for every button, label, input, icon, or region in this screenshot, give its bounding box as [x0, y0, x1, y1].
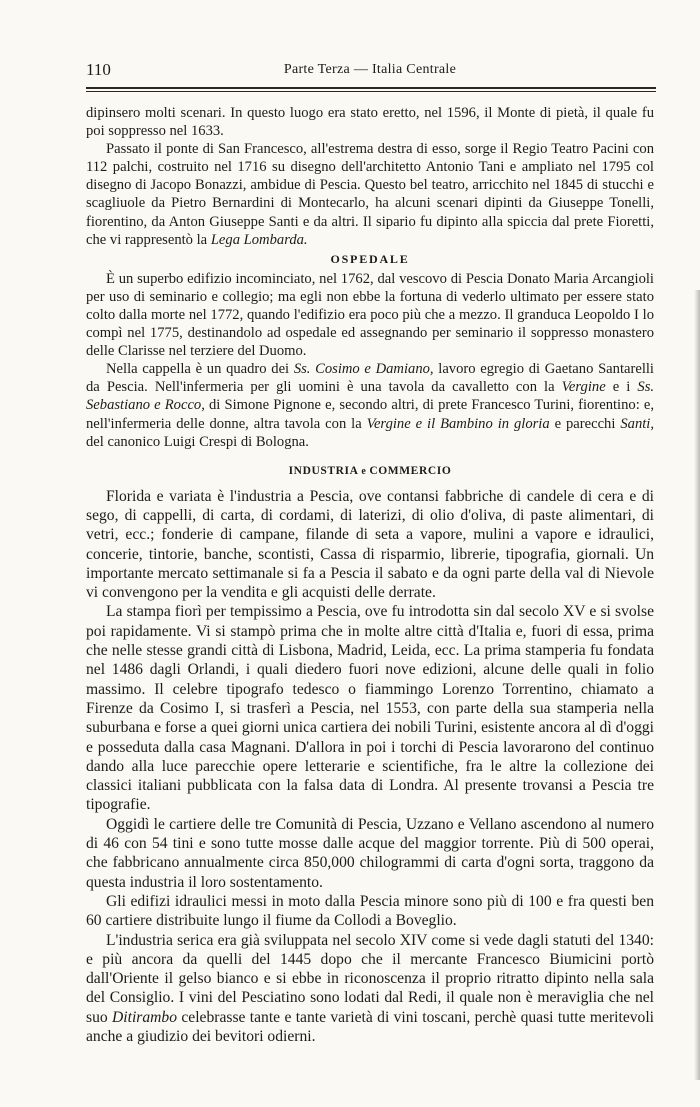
paragraph: [86, 140, 654, 249]
header-rule: [86, 87, 656, 89]
paragraph-text: Oggidì le cartiere delle tre Comunità di Pescia, Uzzano e Vellano ascendono al numero di 46 con 54 tini e sono tutte mosse dalle acque del maggior torrente. Più di 500 operai, che fabbricano annualmente circa 850,000 chilogrammi di carta d'ogni sorta, traggono da questa industria il loro sostentamento.: [86, 815, 654, 891]
paragraph-text: e parecchi: [549, 415, 621, 432]
page-edge-shadow: [694, 290, 700, 1080]
heading-word: INDUSTRIA: [288, 464, 358, 477]
heading-word: e: [361, 465, 366, 477]
paragraph: [86, 487, 654, 603]
paragraph-text: dipinsero molti scenari. In questo luogo era stato eretto, nel 1596, il Monte di pietà, il quale fu poi soppresso nel 1633.: [86, 105, 654, 140]
paragraph-text: È un superbo edifizio incominciato, nel 1762, dal vescovo di Pescia Donato Maria Arcangioli per uso di seminario e collegio; ma egli non ebbe la fortuna di vederlo ultimato per essere stato colto dalla morte nel 1772, quando l'edifizio era poco più che a mezzo. Il granduca Leopoldo I lo compì nel 1775, destinandolo ad ospedale ed assegnando per seminario il soppresso monastero delle Clarisse nel terziere del Duomo.: [86, 270, 654, 360]
paragraph: [86, 104, 654, 140]
paragraph-text: di Simone Pignone e, secondo altri, di prete Francesco Turini, fiorentino: e, nell'infermeria delle donne, altra tavola con la: [86, 397, 654, 432]
paragraph-text: Nella cappella è un quadro dei: [106, 361, 294, 378]
page-body: [86, 104, 654, 1046]
paragraph: [86, 360, 654, 450]
italic-title: Vergine: [561, 379, 606, 396]
section-heading-industria: [86, 465, 654, 477]
italic-title: Ditirambo: [112, 1008, 178, 1026]
paragraph-text: L'industria serica era già sviluppata nel secolo XIV come si vede dagli statuti del 1340: e più ancora da quelli del 1445 dopo che il mercante Francesco Biumicini portò dall'Oriente il gelso bianco e si ebbe in riconoscenza il proprio ritratto dipinto nella sala del Consiglio. I vini del Pesciatino sono lodati dal Redi, il quale non è meraviglia che nel suo: [86, 931, 654, 1026]
header-rule-thin: [86, 91, 656, 92]
paragraph: [86, 892, 654, 931]
paragraph-text: lavoro egregio di Gaetano Santarelli da Pescia. Nell'infermeria per gli uomini è una tavola da cavalletto con la: [86, 361, 654, 396]
section-heading-ospedale: OSPEDALE: [330, 251, 410, 266]
italic-title: Ss. Cosimo e Damiano,: [293, 361, 434, 378]
paragraph: [86, 815, 654, 892]
paragraph: [86, 270, 654, 360]
paragraph-text: celebrasse tante e tante varietà di vini toscani, perchè quasi tutte meritevoli anche a giudizio dei bevitori odierni.: [86, 1008, 655, 1045]
paragraph-text: del canonico Luigi Crespi di Bologna.: [86, 433, 309, 450]
paragraph-text: Florida e variata è l'industria a Pescia, ove contansi fabbriche di candele di cera e di sego, di cappelli, di carta, di cordami, di laterizi, di olio d'oliva, di paste alimentari, di vetri, ecc.; fonderie di campane, filande di seta a vapore, mulini a vapore e idraulici, concerie, tintorie, banche, scontisti, Cassa di risparmio, librerie, tipografia, giornali. Un importante mercato settimanale si fa a Pescia il sabato e da ogni parte della val di Nievole vi convengono per la vendita e gli acquisti delle derrate.: [86, 487, 654, 602]
heading-word: COMMERCIO: [369, 464, 452, 477]
page-number: 110: [86, 60, 111, 79]
paragraph-text: Gli edifizi idraulici messi in moto dalla Pescia minore sono più di 100 e fra questi ben 60 cartiere distribuite lungo il fiume da Collodi a Boveglio.: [86, 892, 654, 930]
paragraph-text: e i: [605, 379, 638, 396]
italic-title: Ss. Sebastiano e Rocco,: [86, 379, 655, 414]
italic-title: Lega Lombarda.: [210, 231, 308, 248]
paragraph: [86, 602, 654, 814]
paragraph-text: La stampa fiorì per tempissimo a Pescia, ove fu introdotta sin dal secolo XV e si svolse poi rapidamente. Vi si stampò prima che in molte altre città d'Italia e, fuori di essa, prima che nelle stesse grandi città di Lisbona, Madrid, Leida, ecc. La prima stamperia fu fondata nel 1486 dagli Orlandi, i quali diedero fuori nove edizioni, alcune delle quali in folio massimo. Il celebre tipografo tedesco o fiammingo Lorenzo Torrentino, chiamato a Firenze da Cosimo I, si trasferì a Pescia, nel 1553, con parte della sua stamperia nella suburbana e forse a quei giorni unica cartiera dei nobili Turini, esistente ancora al dì d'oggi e posseduta dalla casa Magnani. D'allora in poi i torchi di Pescia lavorarono del continuo dando alla luce parecchie opere letterarie e scientifiche, fra le altre la collezione dei classici italiani pubblicata con la falsa data di Londra. Al presente trovansi a Pescia tre tipografie.: [86, 603, 654, 814]
running-head: Parte Terza — Italia Centrale: [283, 62, 457, 77]
paragraph-text: Passato il ponte di San Francesco, all'estrema destra di esso, sorge il Regio Teatro Pacini con 112 palchi, costruito nel 1716 su disegno dell'architetto Antonio Tani e ampliato nel 1795 col disegno di Jacopo Bonazzi, ambidue di Pescia. Questo bel teatro, arricchito nel 1845 di stucchi e scagliuole da Pietro Bernardini di Montecarlo, ha alcuni scenari dipinti da Giuseppe Tonelli, fiorentino, da Anton Giuseppe Santi e da altri. Il sipario fu dipinto alla spiccia dal prete Fioretti, che vi rappresentò la: [86, 141, 654, 248]
italic-title: Vergine e il Bambino in gloria: [366, 415, 550, 432]
page-header: [86, 60, 654, 82]
italic-title: Santi,: [620, 415, 654, 432]
paragraph: [86, 931, 654, 1047]
